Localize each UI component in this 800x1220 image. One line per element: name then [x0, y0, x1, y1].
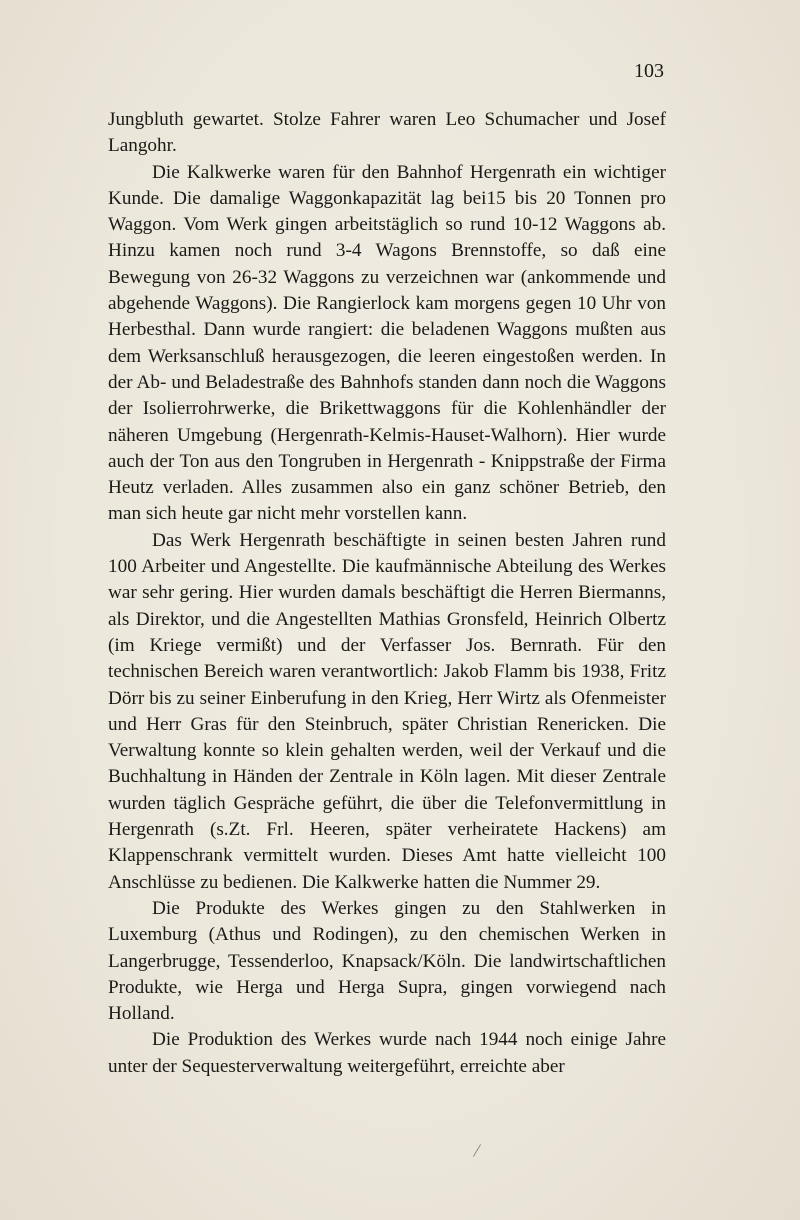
page-number: 103	[634, 60, 664, 82]
paragraph-werk-personal: Das Werk Hergenrath beschäftigte in seinen besten Jahren rund 100 Arbeiter und Angestellte. Die kaufmännische Abteilung des Werkes war sehr gering. Hier wurden damals beschäftigt die Herren Biermanns, als Direktor, und die Angestellten Mathias Gronsfeld, Heinrich Olbertz (im Kriege vermißt) und der Verfasser Jos. Bernrath. Für den technischen Bereich waren verantwortlich: Jakob Flamm bis 1938, Fritz Dörr bis zu seiner Einberufung in den Krieg, Herr Wirtz als Ofenmeister und Herr Gras für den Steinbruch, später Christian Renericken. Die Verwaltung konnte so klein gehalten werden, weil der Verkauf und die Buchhaltung in Händen der Zentrale in Köln lagen. Mit dieser Zentrale wurden täglich Gespräche geführt, die über die Telefonvermittlung in Hergenrath (s.Zt. Frl. Heeren, später verheiratete Hackens) am Klappenschrank vermittelt wurden. Dieses Amt hatte vielleicht 100 Anschlüsse zu bedienen. Die Kalkwerke hatten die Nummer 29.	[108, 529, 666, 893]
paragraph-continued: Jungbluth gewartet. Stolze Fahrer waren Leo Schumacher und Josef Langohr.	[108, 109, 666, 157]
paragraph-produkte: Die Produkte des Werkes gingen zu den Stahlwerken in Luxemburg (Athus und Rodingen), zu den chemischen Werken in Langerbrugge, Tessenderloo, Knapsack/Köln. Die landwirtschaftlichen Produkte, wie Herga und Herga Supra, gingen vorwiegend nach Holland.	[108, 897, 666, 1025]
pencil-mark: /	[471, 1139, 482, 1163]
paragraph-produktion: Die Produktion des Werkes wurde nach 1944 noch einige Jahre unter der Sequesterverwaltung weitergeführt, erreichte aber	[108, 1029, 666, 1077]
body-text	[108, 107, 666, 1080]
paragraph-kalkwerke-bahnhof: Die Kalkwerke waren für den Bahnhof Hergenrath ein wichtiger Kunde. Die damalige Waggonkapazität lag bei15 bis 20 Tonnen pro Waggon. Vom Werk gingen arbeitstäglich so rund 10-12 Waggons ab. Hinzu kamen noch rund 3-4 Wagons Brennstoffe, so daß eine Bewegung von 26-32 Waggons zu verzeichnen war (ankommende und abgehende Waggons). Die Rangierlock kam morgens gegen 10 Uhr von Herbesthal. Dann wurde rangiert: die beladenen Waggons mußten aus dem Werksanschluß herausgezogen, die leeren eingestoßen werden. In der Ab- und Beladestraße des Bahnhofs standen dann noch die Waggons der Isolierrohrwerke, die Brikettwaggons für die Kohlenhändler der näheren Umgebung (Hergenrath-Kelmis-Hauset-Walhorn). Hier wurde auch der Ton aus den Tongruben in Hergenrath - Knippstraße der Firma Heutz verladen. Alles zusammen also ein ganz schöner Betrieb, den man sich heute gar nicht mehr vorstellen kann.	[108, 161, 666, 525]
